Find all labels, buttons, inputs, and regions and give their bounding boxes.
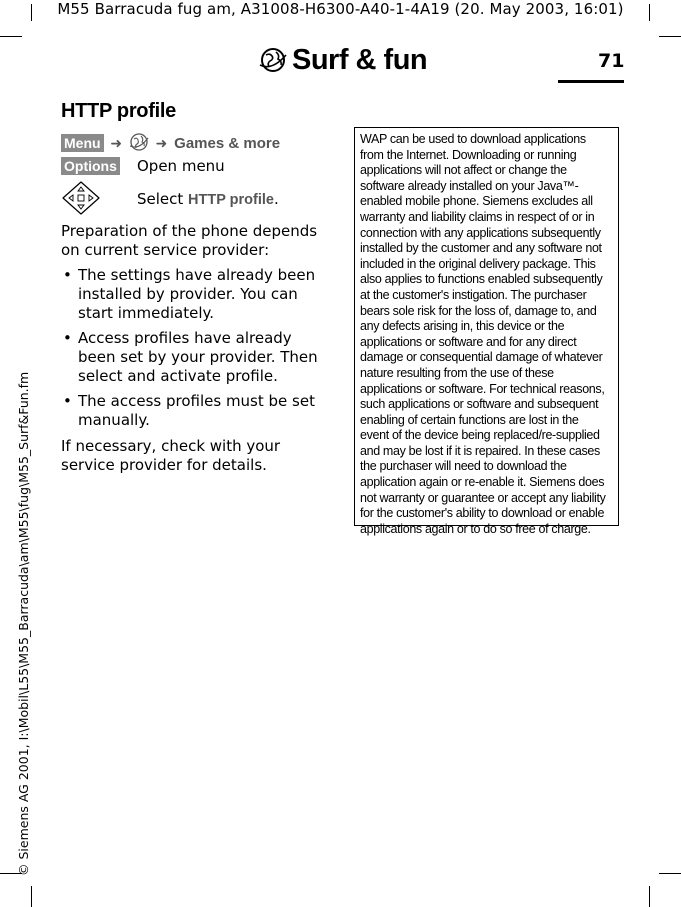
arrow-icon: ➜ [110,136,123,152]
list-item: • Access profiles have already been set by your provider. Then select and activate profile. [61,329,333,386]
side-note-text: © Siemens AG 2001, I:\Mobil\L55\M55_Barracuda\am\M55\fug\M55_Surf&Fun.fm [16,371,31,876]
arrow-icon: ➜ [155,136,168,152]
navigation-key-icon [61,180,101,220]
bullet-list [61,266,333,436]
globe-icon [258,45,288,81]
chapter-title [258,44,427,81]
notice-box: WAP can be used to download applications from the Internet. Downloading or running applications will not affect or change the software already installed on your Java™-enabled mobile phone. Siemens excludes all warranty and liability claims in respect of or in connection with any applications subsequently installed by the customer and any software not included in the original delivery package. This also applies to functions enabled subsequently at the customer's instigation. The purchaser bears sole risk for the loss of, damage to, and any defects arising in, this device or the applications or software and for any direct damage or consequential damage of whatever nature resulting from the use of these applications or software. For technical reasons, such applications or software and subsequent enabling of certain functions are lost in the event of the device being replaced/re-supplied and may be lost if it is repaired. In these cases the purchaser will need to download the application again or re-enable it. Siemens does not warranty or guarantee or accept any liability for the customer's ability to download or enable applications again or to do so free of charge. [354,127,619,526]
options-softkey: Options [61,157,120,175]
intro-paragraph: Preparation of the phone depends on current service provider: [61,222,318,259]
menu-softkey: Menu [61,134,104,152]
http-profile-label: HTTP profile [188,192,274,208]
closing-paragraph: If necessary, check with your service provider for details. [61,437,281,474]
side-note [0,0,31,907]
menu-path [61,132,280,156]
step-text [137,190,279,208]
step-suffix: . [273,190,279,208]
globe-icon [129,132,149,156]
page-number-rule [558,80,624,83]
page-number: 71 [598,50,625,72]
step-text: Open menu [137,157,225,175]
running-header: M55 Barracuda fug am, A31008-H6300-A40-1-4A19 (20. May 2003, 16:01) [57,0,624,18]
crop-mark [31,886,32,907]
step-options [61,157,225,175]
list-item: • The settings have already been installed by provider. You can start immediately. [61,266,333,323]
crop-mark [659,36,681,37]
crop-mark [649,886,650,907]
list-item: • The access profiles must be set manually. [61,392,333,430]
menu-item-games: Games & more [174,135,281,152]
chapter-title-text: Surf & fun [292,44,428,76]
crop-mark [659,873,681,874]
step-prefix: Select [137,190,189,208]
section-title: HTTP profile [61,100,176,122]
